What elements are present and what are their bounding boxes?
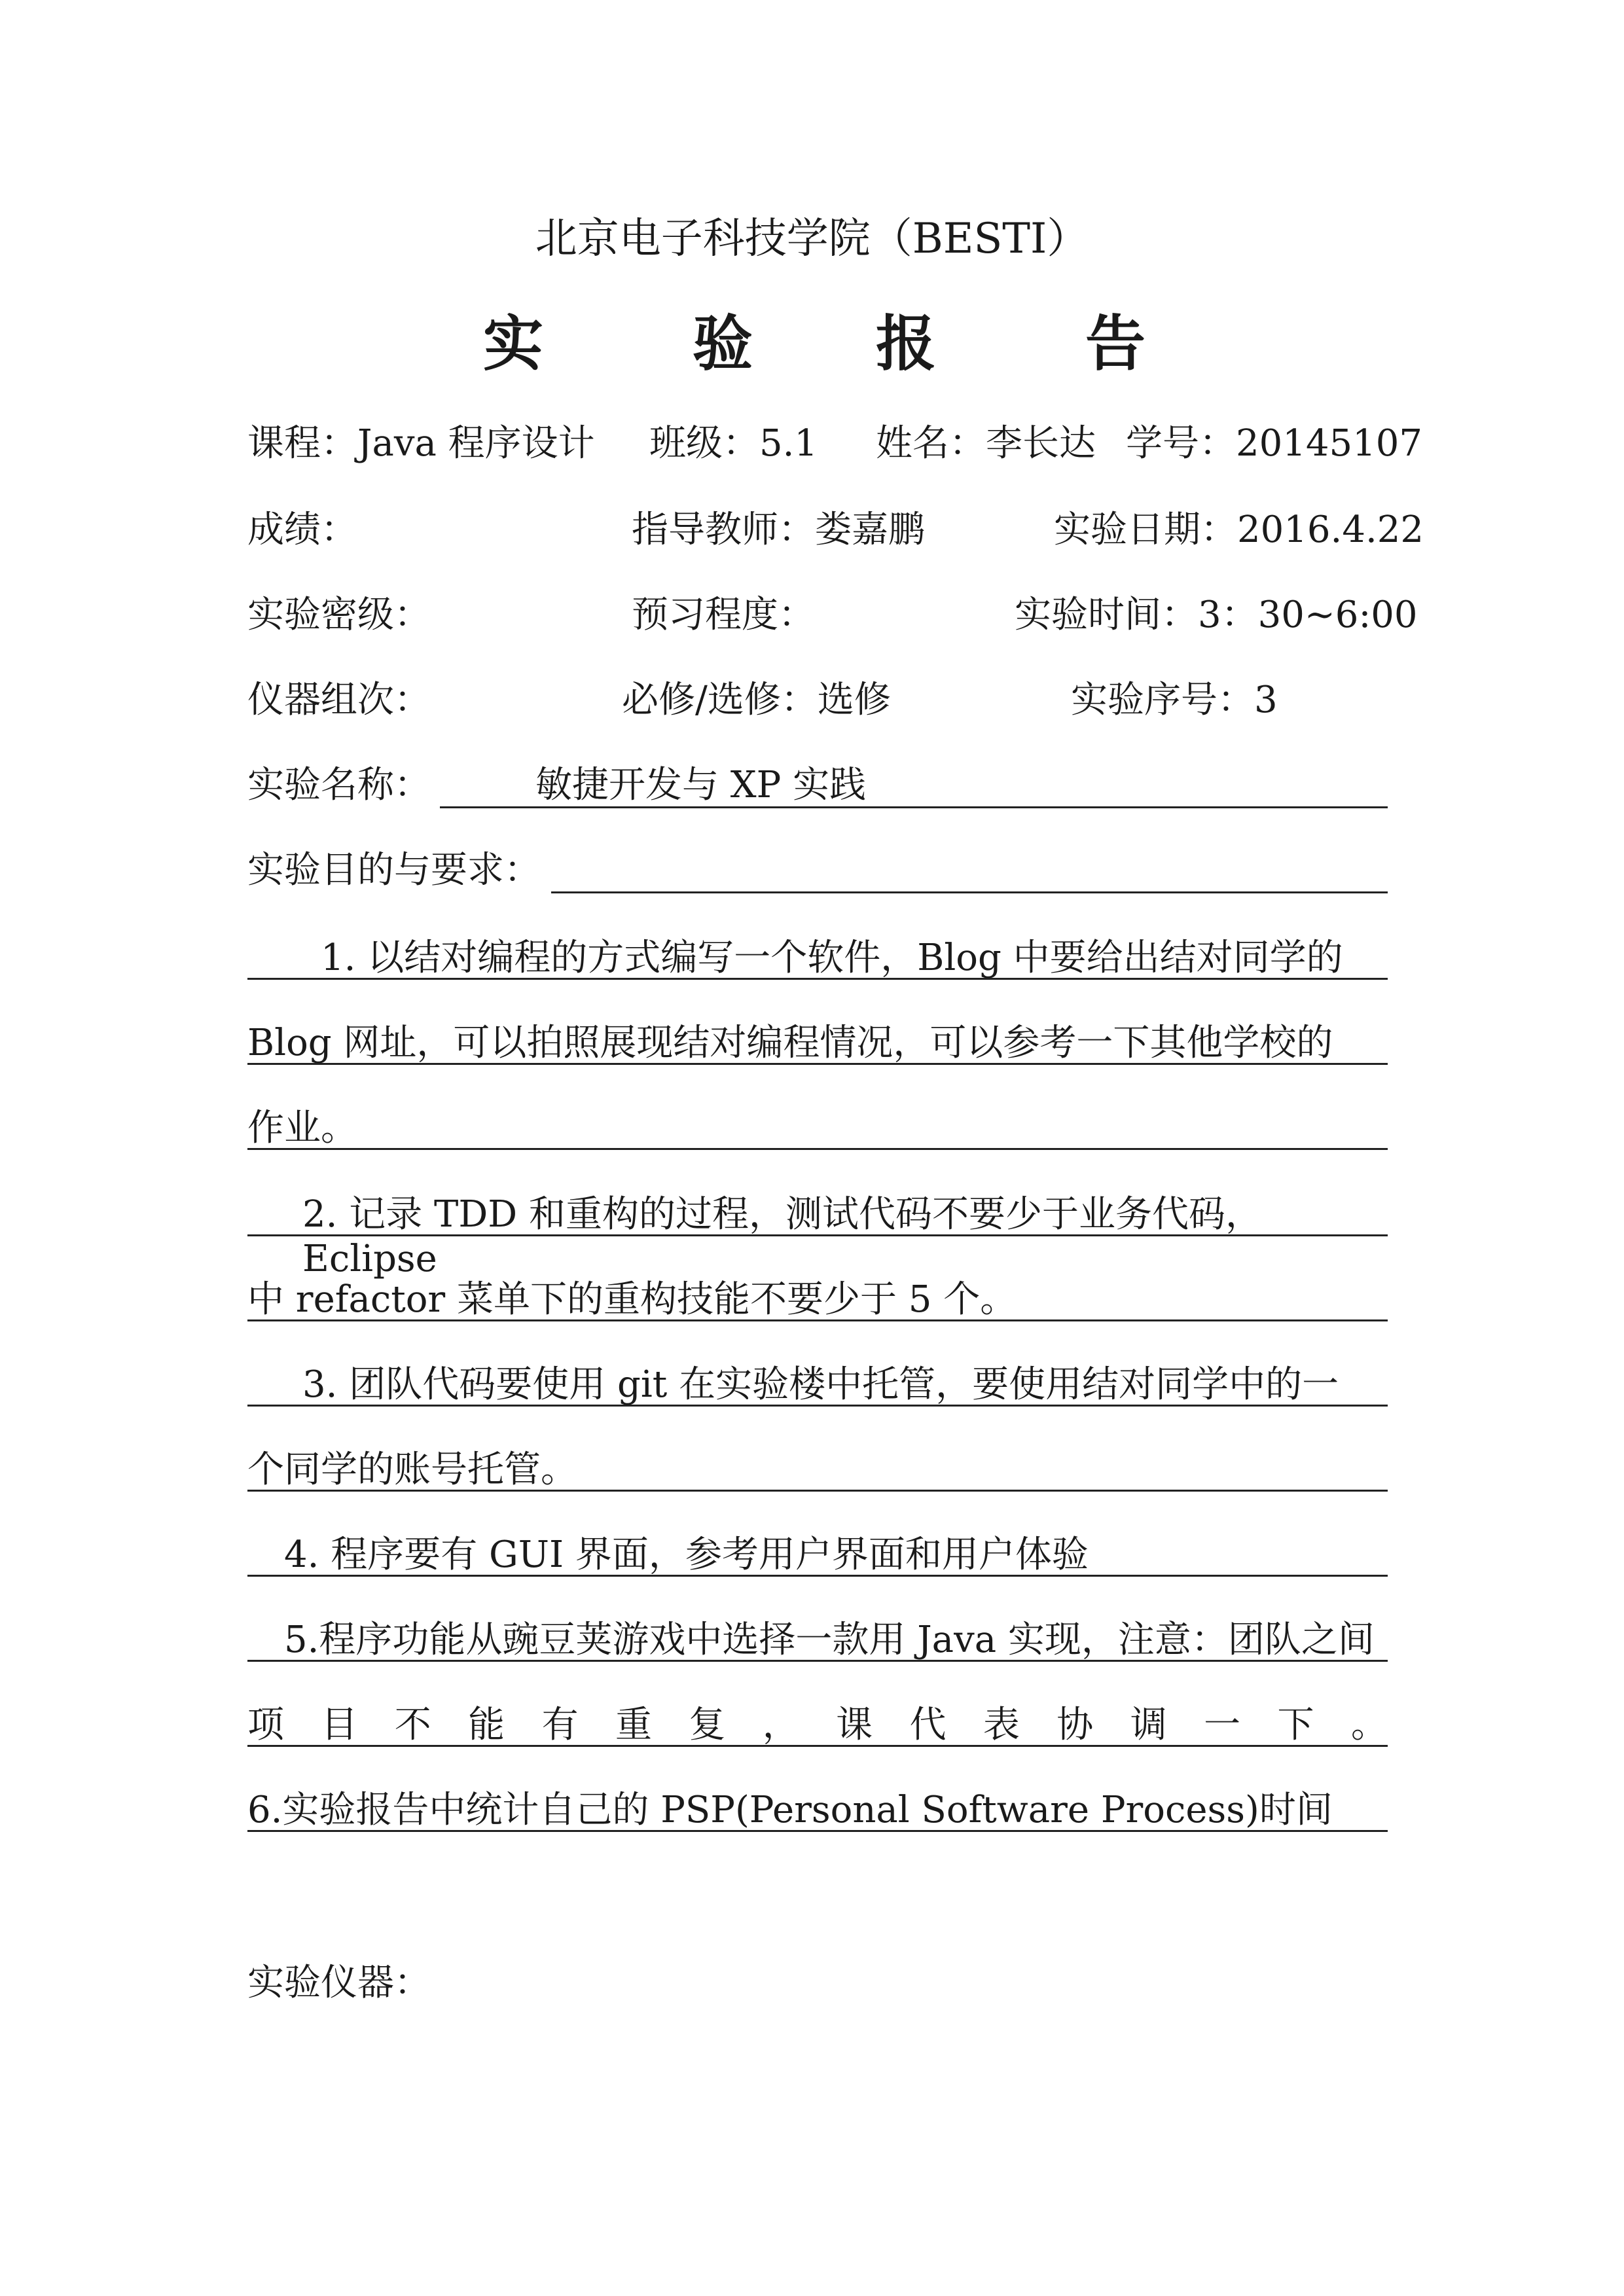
requirement-2-line-1-underline <box>247 1234 1388 1236</box>
req5-char: ， <box>762 1704 799 1746</box>
req5-char: 项 <box>247 1704 284 1746</box>
req5-char: 课 <box>836 1704 873 1746</box>
title-char-1: 实 <box>483 308 544 379</box>
experiment-name-underline <box>440 806 1388 808</box>
requirement-2-line-2: 中 refactor 菜单下的重构技能不要少于 5 个。 <box>247 1278 1017 1321</box>
school-name: 北京电子科技学院（BESTI） <box>535 215 1089 263</box>
requirement-6-line-1: 6.实验报告中统计自己的 PSP(Personal Software Process)时间 <box>247 1789 1333 1831</box>
req5-char: 调 <box>1130 1704 1167 1746</box>
req5-char: 。 <box>1350 1704 1388 1746</box>
requirement-4-line-1-underline <box>247 1575 1388 1577</box>
requirement-6-line-1-underline <box>247 1830 1388 1832</box>
req5-char: 复 <box>689 1704 726 1746</box>
grade-field: 成绩： <box>247 509 357 551</box>
req5-char: 能 <box>468 1704 505 1746</box>
student-id-field: 学号：20145107 <box>1126 422 1423 465</box>
teacher-field: 指导教师：娄嘉鹏 <box>632 509 925 551</box>
requirement-5-line-2 <box>247 1703 1388 1748</box>
title-char-4: 告 <box>1085 308 1146 379</box>
requirement-1-line-2-underline <box>247 1063 1388 1065</box>
experiment-name-label: 实验名称： <box>247 764 431 806</box>
requirement-2-line-2-underline <box>247 1319 1388 1321</box>
requirement-3-line-2: 个同学的账号托管。 <box>247 1448 577 1491</box>
requirement-1-line-2: Blog 网址，可以拍照展现结对编程情况，可以参考一下其他学校的 <box>247 1022 1333 1064</box>
instrument-group-field: 仪器组次： <box>247 679 431 721</box>
req5-char: 表 <box>983 1704 1020 1746</box>
class-field: 班级：5.1 <box>649 422 818 465</box>
req5-char: 重 <box>615 1704 652 1746</box>
req5-char: 不 <box>394 1704 431 1746</box>
time-field: 实验时间：3：30~6:00 <box>1015 594 1418 636</box>
requirement-1-line-1-underline <box>247 978 1388 980</box>
goal-label: 实验目的与要求： <box>247 849 541 891</box>
requirement-3-line-2-underline <box>247 1490 1388 1492</box>
instruments-label: 实验仪器： <box>247 1962 431 2004</box>
requirement-2-line-1: 2. 记录 TDD 和重构的过程，测试代码不要少于业务代码，Eclipse <box>302 1193 1262 1280</box>
experiment-name-value: 敏捷开发与 XP 实践 <box>535 764 867 806</box>
secrecy-field: 实验密级： <box>247 594 431 636</box>
requirement-3-line-1-underline <box>247 1405 1388 1407</box>
title-char-3: 报 <box>876 308 937 379</box>
course-field: 课程：Java 程序设计 <box>247 422 595 465</box>
requirement-1-line-3-underline <box>247 1148 1388 1150</box>
name-field: 姓名：李长达 <box>876 422 1096 465</box>
req5-char: 目 <box>321 1704 358 1746</box>
goal-underline <box>551 891 1388 893</box>
preview-field: 预习程度： <box>632 594 815 636</box>
requirement-1-line-3: 作业。 <box>247 1107 357 1149</box>
req5-char: 协 <box>1056 1704 1094 1746</box>
requirement-1-line-1: 1. 以结对编程的方式编写一个软件，Blog 中要给出结对同学的 <box>321 937 1343 979</box>
requirement-3-line-1: 3. 团队代码要使用 git 在实验楼中托管，要使用结对同学中的一 <box>302 1363 1339 1406</box>
date-field: 实验日期：2016.4.22 <box>1054 509 1424 551</box>
req5-char: 下 <box>1277 1704 1314 1746</box>
req5-char: 有 <box>541 1704 579 1746</box>
exp-no-field: 实验序号：3 <box>1071 679 1278 721</box>
req5-char: 代 <box>909 1704 947 1746</box>
requirement-4-line-1: 4. 程序要有 GUI 界面，参考用户界面和用户体验 <box>284 1534 1089 1576</box>
title-char-2: 验 <box>693 308 753 379</box>
requirement-5-line-1-underline <box>247 1660 1388 1662</box>
required-field: 必修/选修：选修 <box>622 679 891 721</box>
requirement-5-line-2-underline <box>247 1745 1388 1747</box>
requirement-5-line-1: 5.程序功能从豌豆荚游戏中选择一款用 Java 实现，注意：团队之间 <box>284 1619 1375 1661</box>
req5-char: 一 <box>1204 1704 1241 1746</box>
report-title <box>0 308 1624 380</box>
